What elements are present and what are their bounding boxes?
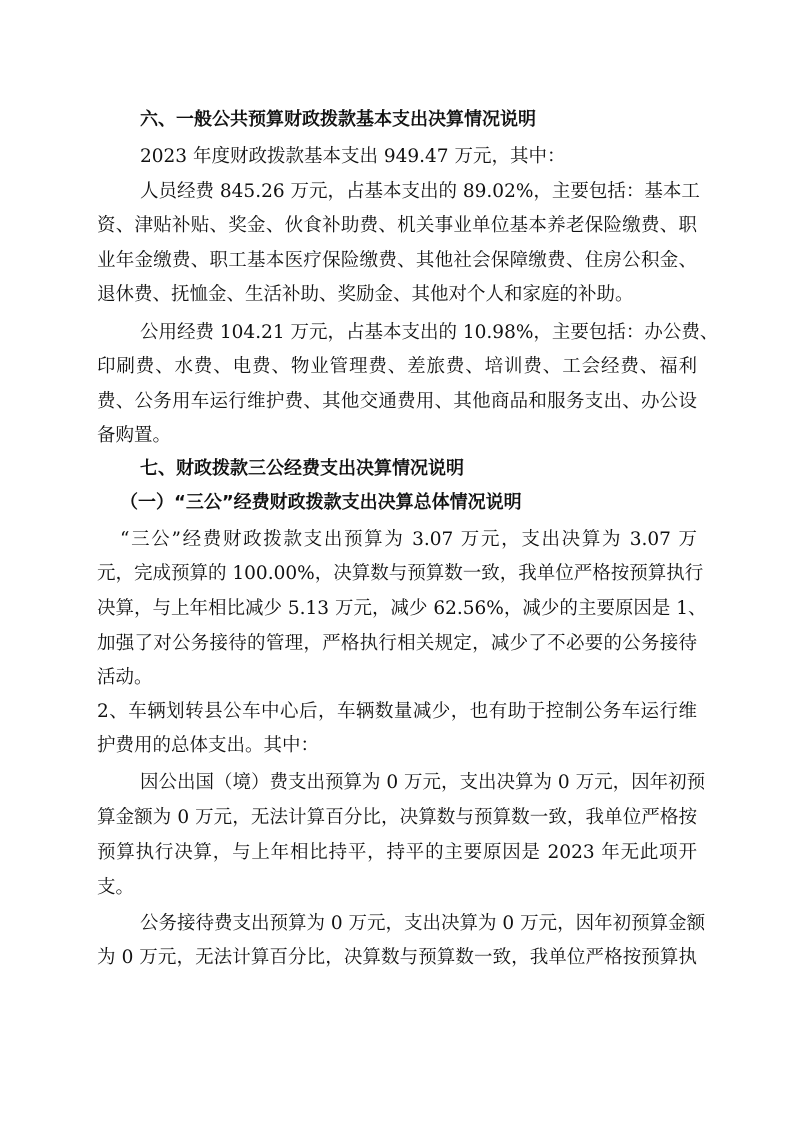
paragraph-line: 护费用的总体支出。其中：: [97, 735, 320, 756]
section-heading-three-public: 七、财政拨款三公经费支出决算情况说明: [140, 458, 464, 479]
paragraph-line: 备购置。: [97, 425, 172, 446]
paragraph-line: 退休费、抚恤金、生活补助、奖励金、其他对个人和家庭的补助。: [97, 284, 634, 305]
paragraph-line: 活动。: [97, 667, 153, 688]
paragraph-line: 预算执行决算，与上年相比持平，持平的主要原因是 2023 年无此项开: [97, 842, 697, 863]
paragraph-line: 支。: [97, 877, 135, 898]
paragraph-line: 人员经费 845.26 万元，占基本支出的 89.02%，主要包括：基本工: [140, 181, 700, 202]
section-heading-basic-expenditure: 六、一般公共预算财政拨款基本支出决算情况说明: [140, 109, 536, 130]
paragraph-line: 业年金缴费、职工基本医疗保险缴费、其他社会保障缴费、住房公积金、: [97, 250, 697, 271]
paragraph-line: 为 0 万元，无法计算百分比，决算数与预算数一致，我单位严格按预算执: [97, 947, 697, 968]
subsection-heading-overview: （一）“三公”经费财政拨款支出决算总体情况说明: [120, 492, 522, 513]
paragraph-line: 算金额为 0 万元，无法计算百分比，决算数与预算数一致，我单位严格按: [97, 807, 697, 828]
paragraph-line: 元，完成预算的 100.00%，决算数与预算数一致，我单位严格按预算执行: [97, 563, 704, 584]
paragraph-line: 决算，与上年相比减少 5.13 万元，减少 62.56%，减少的主要原因是 1、: [97, 598, 707, 619]
paragraph-line: 印刷费、水费、电费、物业管理费、差旅费、培训费、工会经费、福利: [97, 356, 697, 377]
paragraph-line: 资、津贴补贴、奖金、伙食补助费、机关事业单位基本养老保险缴费、职: [97, 215, 697, 236]
paragraph-line: 公用经费 104.21 万元，占基本支出的 10.98%，主要包括：办公费、: [140, 322, 719, 343]
paragraph-line: 因公出国（境）费支出预算为 0 万元，支出决算为 0 万元，因年初预: [140, 772, 706, 793]
paragraph-line: 2、车辆划转县公车中心后，车辆数量减少，也有助于控制公务车运行维: [97, 701, 697, 722]
paragraph-line: 加强了对公务接待的管理，严格执行相关规定，减少了不必要的公务接待: [97, 633, 697, 654]
paragraph-line: 2023 年度财政拨款基本支出 949.47 万元，其中：: [140, 146, 566, 167]
paragraph-line: 费、公务用车运行维护费、其他交通费用、其他商品和服务支出、办公设: [97, 391, 697, 412]
paragraph-line: “三公”经费财政拨款支出预算为 3.07 万元，支出决算为 3.07 万: [120, 529, 697, 550]
paragraph-line: 公务接待费支出预算为 0 万元，支出决算为 0 万元，因年初预算金额: [140, 913, 706, 934]
